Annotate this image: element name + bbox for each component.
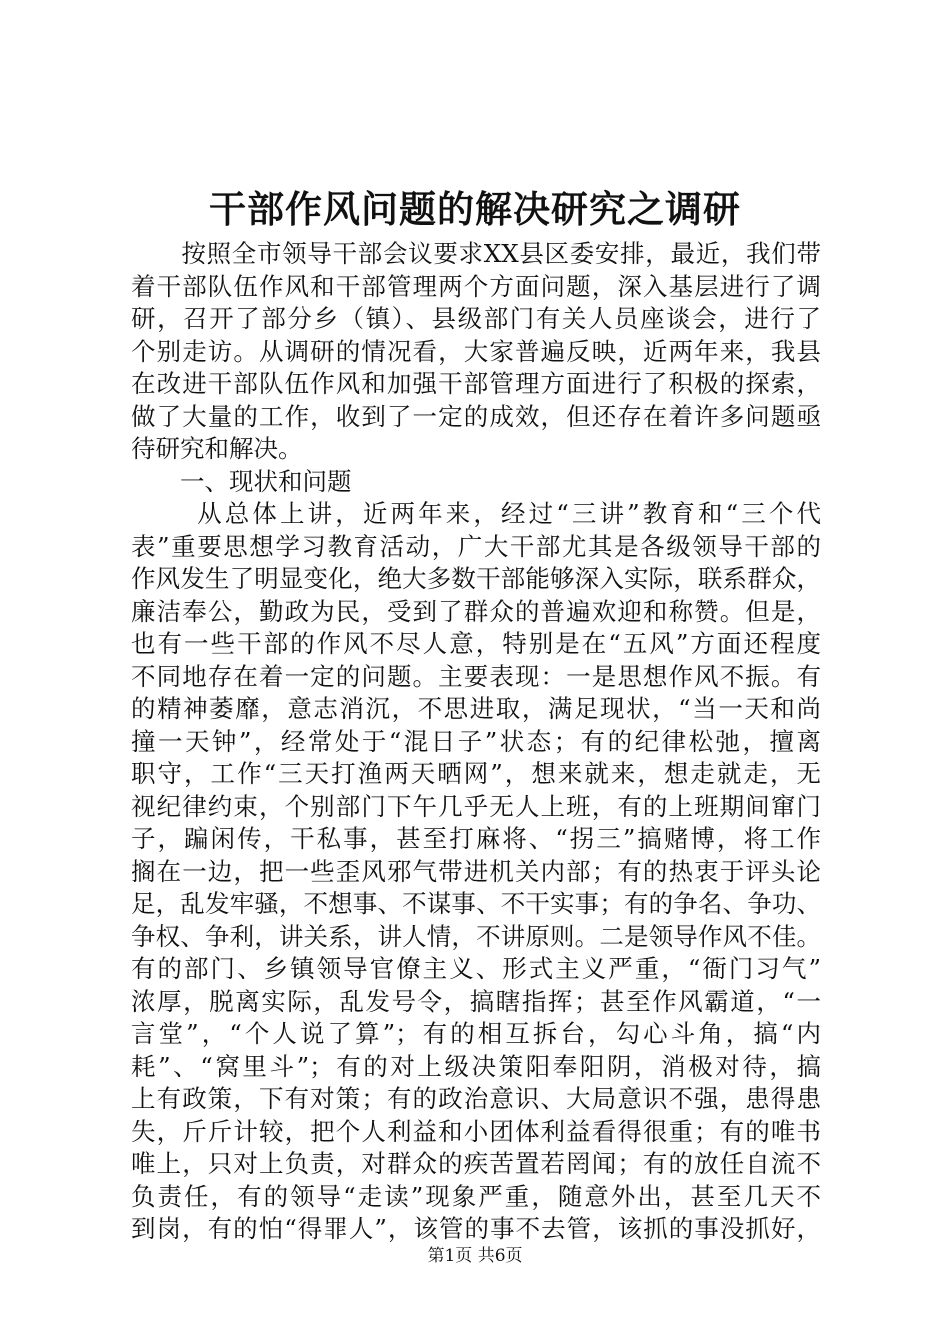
text-line: 失，斤斤计较，把个人利益和小团体利益看得很重；有的唯书 [131,1116,821,1146]
text-line: 搁在一边，把一些歪风邪气带进机关内部；有的热衷于评头论 [131,856,821,886]
text-line: 个别走访。从调研的情况看，大家普遍反映，近两年来，我县 [131,336,821,366]
document-body [131,238,821,1246]
text-line: 廉洁奉公，勤政为民，受到了群众的普遍欢迎和称赞。但是， [131,596,821,626]
text-line: 做了大量的工作，收到了一定的成效，但还存在着许多问题亟 [131,401,821,431]
text-line: 职守，工作“三天打渔两天晒网”，想来就来，想走就走，无 [131,759,821,788]
text-line: 研，召开了部分乡（镇）、县级部门有关人员座谈会，进行了 [131,304,821,333]
text-line: 耗”、“窝里斗”；有的对上级决策阳奉阳阴，消极对待，搞 [131,1051,821,1081]
text-line: 负责任，有的领导“走读”现象严重，随意外出，甚至几天不 [131,1181,821,1211]
page-indicator: 第1页 共6页 [427,1246,523,1266]
text-line: 从总体上讲，近两年来，经过“三讲”教育和“三个代 [131,499,821,528]
text-line: 浓厚，脱离实际，乱发号令，搞瞎指挥；甚至作风霸道，“一 [131,986,821,1016]
section-heading: 一、现状和问题 [131,466,352,496]
text-line: 撞一天钟”，经常处于“混日子”状态；有的纪律松弛，擅离 [131,726,821,756]
text-line: 视纪律约束，个别部门下午几乎无人上班，有的上班期间窜门 [131,791,821,821]
text-line: 不同地存在着一定的问题。主要表现：一是思想作风不振。有 [131,661,821,691]
text-line: 到岗，有的怕“得罪人”，该管的事不去管，该抓的事没抓好， [131,1214,821,1243]
text-line: 作风发生了明显变化，绝大多数干部能够深入实际，联系群众， [131,564,821,593]
text-line: 言堂”，“个人说了算”；有的相互拆台，勾心斗角，搞“内 [131,1019,821,1048]
document-title: 干部作风问题的解决研究之调研 [209,187,741,231]
text-line: 表”重要思想学习教育活动，广大干部尤其是各级领导干部的 [131,531,821,561]
text-line: 足，乱发牢骚，不想事、不谋事、不干实事；有的争名、争功、 [131,889,821,918]
text-line: 唯上，只对上负责，对群众的疾苦置若罔闻；有的放任自流不 [131,1149,821,1178]
text-line: 也有一些干部的作风不尽人意，特别是在“五风”方面还程度 [131,629,821,658]
text-line: 着干部队伍作风和干部管理两个方面问题，深入基层进行了调 [131,271,821,301]
text-line: 在改进干部队伍作风和加强干部管理方面进行了积极的探索， [131,369,821,398]
text-line: 子，蹁闲传，干私事，甚至打麻将、“拐三”搞赌博，将工作 [131,824,821,853]
text-line: 争权、争利，讲关系，讲人情，不讲原则。二是领导作风不佳。 [131,921,821,951]
text-line: 的精神萎靡，意志消沉，不思进取，满足现状，“当一天和尚 [131,694,821,723]
text-line: 按照全市领导干部会议要求XX县区委安排，最近，我们带 [131,239,821,268]
text-line: 上有政策，下有对策；有的政治意识、大局意识不强，患得患 [131,1084,821,1113]
text-line: 待研究和解决。 [131,434,303,463]
text-line: 有的部门、乡镇领导官僚主义、形式主义严重，“衙门习气” [131,954,821,983]
